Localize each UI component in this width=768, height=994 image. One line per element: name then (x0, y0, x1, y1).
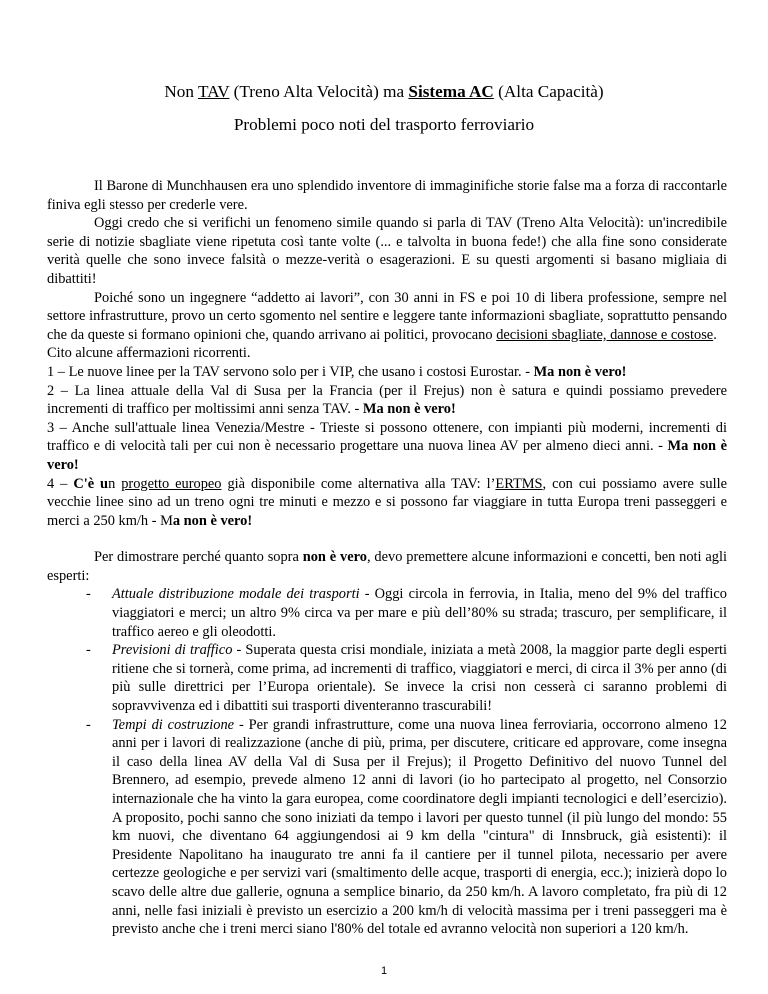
claim-3-text: 3 – Anche sull'attuale linea Venezia/Mestre - Trieste si possono ottenere, con impianti più moderni, incrementi di traffico e di velocità tali per cui non è necessario progettare una nuova linea AV per almeno dieci anni. - (47, 419, 727, 455)
topic-item-modal-distribution (86, 585, 727, 641)
title-suffix: (Alta Capacità) (493, 82, 604, 101)
topic-text: - Per grandi infrastrutture, come una nuova linea ferroviaria, occorrono almeno 12 anni per i lavori di realizzazione (anche di più, prima, per discutere, criticare ed approvare, come insegna il caso della linea AV della Val di Susa per il Frejus); il Progetto Definitivo del nuovo Tunnel del Brennero, ad esempio, prevede almeno 12 anni di lavori (io ho partecipato al progetto, nel Consorzio internazionale che ha vinto la gara europea, come coordinatore degli impianti tecnologici e dell’esercizio). A proposito, pochi sanno che sono iniziati da tempo i lavori per questo tunnel (il più lungo del mondo: 55 km nuovi, che diventano 64 aggiungendosi ai 9 km della "cintura" di Innsbruck, già esistenti): il Presidente Napolitano ha inaugurato tre anni fa il cantiere per il tunnel pilota, necessario per avere certezze geologiche e per servizi vari (smaltimento delle acque, trasporti di energia, ecc.); inizierà dopo lo scavo delle altre due gallerie, ognuna a semplice binario, da 250 km/h. A lavoro completato, fra più di 12 anni, nelle fasi iniziali è previsto un esercizio a 200 km/h di velocità massima per i treni passeggeri ma è previsto anche che i treni merci siano l'80% del totale ed avranno velocità non superiori a 120 km/h. (112, 716, 727, 938)
claim-4 (47, 475, 727, 531)
document-subtitle: Problemi poco noti del trasporto ferroviario (233, 115, 535, 134)
claim-3-verdict: Ma non è vero! (47, 438, 727, 473)
claim-1-text: 1 – Le nuove linee per la TAV servono solo per i VIP, che usano i costosi Eurostar. - (47, 363, 534, 380)
claim-4-bold-start: C'è u (73, 475, 109, 492)
claim-4-text-3: , con cui possiamo avere sulle vecchie linee sino ad un treno ogni tre minuti e mezzo e si possono far viaggiare in tutta Europa treni passeggeri e merci a 250 km/h - M (47, 475, 727, 529)
title-prefix: Non (164, 82, 198, 101)
claim-4-text-1: n (108, 475, 122, 492)
topics-list (47, 585, 727, 938)
bullet-dash: - (86, 586, 91, 603)
claim-4-link-ertms[interactable]: ERTMS (495, 475, 543, 492)
claim-1 (47, 363, 727, 382)
topic-heading: Tempi di costruzione (112, 716, 235, 733)
claim-3 (47, 419, 727, 475)
document-body (47, 177, 727, 939)
claim-2 (47, 382, 727, 419)
section-intro-end: , devo premettere alcune informazioni e concetti, ben noti agli esperti: (47, 549, 727, 584)
document-title (0, 81, 768, 102)
intro-paragraph-2: Oggi credo che si verifichi un fenomeno simile quando si parla di TAV (Treno Alta Velocità): un'incredibile serie di notizie sbagliate viene ripetuta così tante volte (... e talvolta in buona fede!) che alla fine sono considerate verità quelle che sono invece falsità o mezze-verità o esagerazioni. E su questi argomenti si basano migliaia di dibattiti! (47, 215, 727, 287)
claim-2-text: 2 – La linea attuale della Val di Susa per la Francia (per il Frejus) non è satura e quindi possiamo prevedere incrementi di traffico per moltissimi anni senza TAV. - (47, 382, 727, 418)
intro-p3-text: Poiché sono un ingegnere “addetto ai lavori”, con 30 anni in FS e poi 10 di libera professione, sempre nel settore infrastrutture, provo un certo sgomento nel sentire e leggere tante informazioni sbagliate, soprattutto pensando che da queste si formano opinioni che, quando arrivano ai politici, provocano (47, 289, 727, 343)
topic-item-traffic-forecast (86, 641, 727, 715)
title-middle: (Treno Alta Velocità) ma (229, 82, 409, 101)
topic-heading: Previsioni di traffico (112, 642, 233, 659)
intro-paragraph-3 (47, 289, 727, 345)
claim-4-verdict: a non è vero! (172, 512, 253, 529)
topic-item-construction-times (86, 716, 727, 939)
claim-4-prefix: 4 – (47, 475, 74, 492)
title-tav: TAV (197, 82, 230, 101)
intro-p3-end: . (713, 326, 717, 343)
topic-text: - Superata questa crisi mondiale, iniziata a metà 2008, la maggior parte degli esperti ritiene che si tornerà, come prima, ad incrementi di traffico, viaggiatori e merci, di circa il 3% per anno (di più sulle direttrici per l’Europa orientale). Se invece la crisi non cesserà ci saranno problemi di sopravvivenza ed i dibattiti sui trasporti diventeranno trascurabili! (112, 642, 727, 715)
claim-1-verdict: Ma non è vero! (533, 363, 627, 380)
topic-heading: Attuale distribuzione modale dei trasporti (112, 586, 360, 603)
intro-paragraph-1: Il Barone di Munchhausen era uno splendido inventore di immaginifiche storie false ma a forza di raccontarle finiva egli stesso per crederle vere. (47, 178, 727, 213)
section-intro-bold: non è vero (302, 549, 367, 566)
topic-text: - Oggi circola in ferrovia, in Italia, meno del 9% del traffico viaggiatori e merci; un altro 9% circa va per mare e più dell’80% su strada; trascuro, per semplificare, il traffico aereo e gli oleodotti. (112, 586, 728, 640)
claim-2-verdict: Ma non è vero! (362, 401, 456, 418)
intro-p3-link[interactable]: decisioni sbagliate, dannose e costose (496, 326, 714, 343)
paragraph-spacer (47, 530, 727, 548)
title-sistema-ac: Sistema AC (408, 82, 494, 101)
intro-paragraph-4: Cito alcune affermazioni ricorrenti. (47, 345, 251, 362)
section-intro (47, 548, 727, 585)
bullet-dash: - (86, 716, 91, 733)
claim-4-link-progetto[interactable]: progetto europeo (121, 475, 222, 492)
section-intro-text: Per dimostrare perché quanto sopra (94, 549, 303, 566)
claim-4-text-2: già disponibile come alternativa alla TAV: l’ (221, 475, 496, 492)
page-number: 1 (380, 965, 388, 977)
bullet-dash: - (86, 642, 91, 659)
